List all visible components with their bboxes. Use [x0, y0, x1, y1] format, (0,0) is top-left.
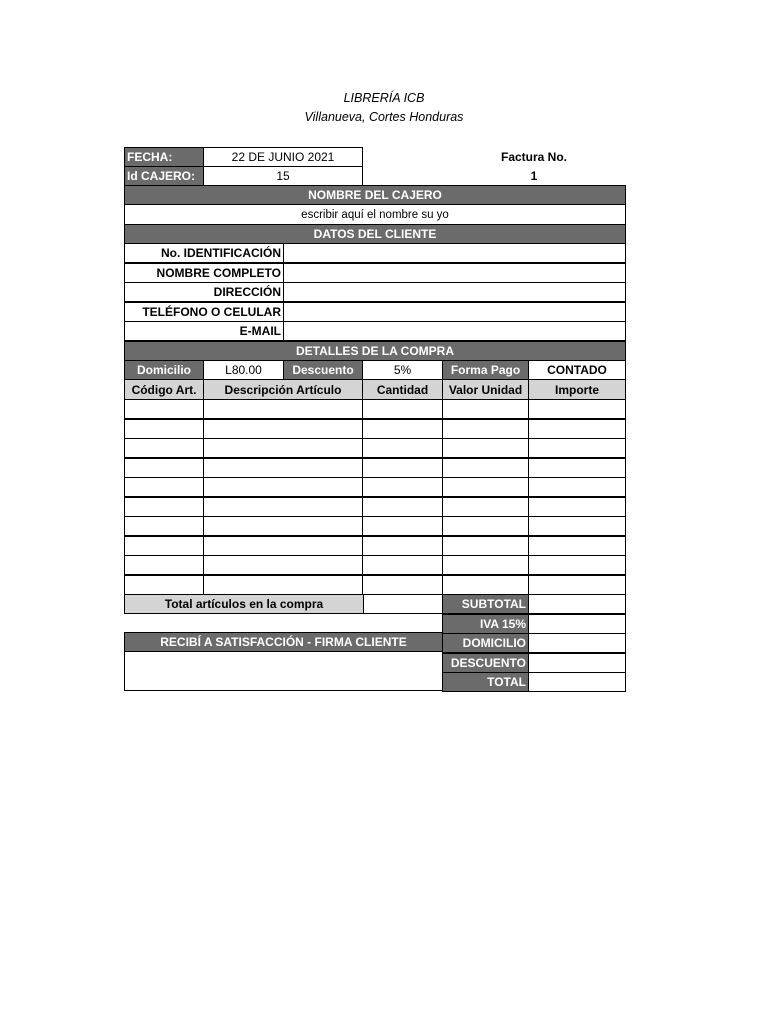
cajero-value[interactable]: 15 — [203, 166, 363, 186]
item-cell[interactable] — [203, 399, 363, 419]
client-field-label: E-MAIL — [124, 321, 284, 341]
total-label: DOMICILIO — [442, 633, 529, 653]
descuento-value[interactable]: 5% — [362, 360, 443, 380]
item-cell[interactable] — [203, 516, 363, 536]
total-label: IVA 15% — [442, 614, 529, 634]
item-cell[interactable] — [203, 497, 363, 517]
item-cell[interactable] — [124, 458, 204, 478]
descuento-label: Descuento — [283, 360, 363, 380]
item-cell[interactable] — [528, 536, 626, 556]
item-cell[interactable] — [442, 516, 529, 536]
total-label: TOTAL — [442, 672, 529, 692]
item-cell[interactable] — [124, 536, 204, 556]
purchase-section-title: DETALLES DE LA COMPRA — [124, 341, 626, 361]
client-field-label: TELÉFONO O CELULAR — [124, 302, 284, 322]
client-field-label: DIRECCIÓN — [124, 282, 284, 302]
item-cell[interactable] — [528, 575, 626, 595]
client-field-input[interactable] — [283, 243, 626, 263]
item-cell[interactable] — [442, 497, 529, 517]
item-cell[interactable] — [362, 419, 443, 439]
item-cell[interactable] — [362, 399, 443, 419]
item-cell[interactable] — [124, 555, 204, 575]
item-cell[interactable] — [203, 536, 363, 556]
item-cell[interactable] — [203, 477, 363, 497]
item-cell[interactable] — [124, 575, 204, 595]
item-cell[interactable] — [442, 458, 529, 478]
total-label: SUBTOTAL — [442, 594, 529, 614]
item-cell[interactable] — [362, 516, 443, 536]
item-cell[interactable] — [528, 497, 626, 517]
forma-pago-label: Forma Pago — [442, 360, 529, 380]
item-cell[interactable] — [528, 399, 626, 419]
items-column-header: Valor Unidad — [442, 379, 529, 400]
factura-label: Factura No. — [500, 150, 567, 164]
domicilio-value[interactable]: L80.00 — [203, 360, 284, 380]
item-cell[interactable] — [362, 497, 443, 517]
client-field-input[interactable] — [283, 282, 626, 302]
total-label: DESCUENTO — [442, 653, 529, 673]
item-cell[interactable] — [203, 575, 363, 595]
store-name: LIBRERÍA ICB — [343, 91, 425, 105]
item-cell[interactable] — [528, 555, 626, 575]
fecha-label: FECHA: — [124, 147, 204, 167]
item-cell[interactable] — [442, 575, 529, 595]
store-location: Villanueva, Cortes Honduras — [304, 110, 464, 124]
signature-title: RECIBÍ A SATISFACCIÓN - FIRMA CLIENTE — [124, 632, 443, 652]
total-value[interactable] — [528, 614, 626, 634]
items-column-header: Código Art. — [124, 379, 204, 400]
total-value[interactable] — [528, 653, 626, 673]
item-cell[interactable] — [124, 438, 204, 458]
item-cell[interactable] — [203, 438, 363, 458]
item-cell[interactable] — [124, 497, 204, 517]
item-cell[interactable] — [124, 516, 204, 536]
cashier-name-field[interactable]: escribir aquí el nombre su yo — [124, 204, 626, 225]
total-value[interactable] — [528, 633, 626, 653]
items-column-header: Importe — [528, 379, 626, 400]
item-cell[interactable] — [362, 536, 443, 556]
item-cell[interactable] — [442, 477, 529, 497]
client-field-input[interactable] — [283, 321, 626, 341]
item-cell[interactable] — [124, 399, 204, 419]
item-cell[interactable] — [362, 555, 443, 575]
item-cell[interactable] — [528, 419, 626, 439]
item-cell[interactable] — [203, 555, 363, 575]
item-cell[interactable] — [203, 419, 363, 439]
item-cell[interactable] — [362, 575, 443, 595]
client-section-title: DATOS DEL CLIENTE — [124, 224, 626, 244]
item-cell[interactable] — [528, 458, 626, 478]
cashier-section-title: NOMBRE DEL CAJERO — [124, 185, 626, 205]
fecha-value[interactable]: 22 DE JUNIO 2021 — [203, 147, 363, 167]
client-field-input[interactable] — [283, 302, 626, 322]
total-articulos-value[interactable] — [363, 594, 443, 614]
domicilio-label: Domicilio — [124, 360, 204, 380]
item-cell[interactable] — [442, 399, 529, 419]
item-cell[interactable] — [442, 438, 529, 458]
items-column-header: Cantidad — [362, 379, 443, 400]
item-cell[interactable] — [528, 438, 626, 458]
item-cell[interactable] — [362, 458, 443, 478]
item-cell[interactable] — [528, 477, 626, 497]
client-field-input[interactable] — [283, 263, 626, 283]
item-cell[interactable] — [442, 419, 529, 439]
forma-pago-value[interactable]: CONTADO — [528, 360, 626, 380]
total-value[interactable] — [528, 672, 626, 692]
item-cell[interactable] — [203, 458, 363, 478]
client-field-label: NOMBRE COMPLETO — [124, 263, 284, 283]
item-cell[interactable] — [124, 419, 204, 439]
total-articulos-label: Total artículos en la compra — [124, 594, 364, 614]
cajero-label: Id CAJERO: — [124, 166, 204, 186]
item-cell[interactable] — [362, 438, 443, 458]
item-cell[interactable] — [442, 555, 529, 575]
client-field-label: No. IDENTIFICACIÓN — [124, 243, 284, 263]
item-cell[interactable] — [362, 477, 443, 497]
items-column-header: Descripción Artículo — [203, 379, 363, 400]
item-cell[interactable] — [442, 536, 529, 556]
signature-box[interactable] — [124, 651, 443, 691]
total-value[interactable] — [528, 594, 626, 614]
item-cell[interactable] — [528, 516, 626, 536]
item-cell[interactable] — [124, 477, 204, 497]
factura-value: 1 — [530, 169, 538, 183]
